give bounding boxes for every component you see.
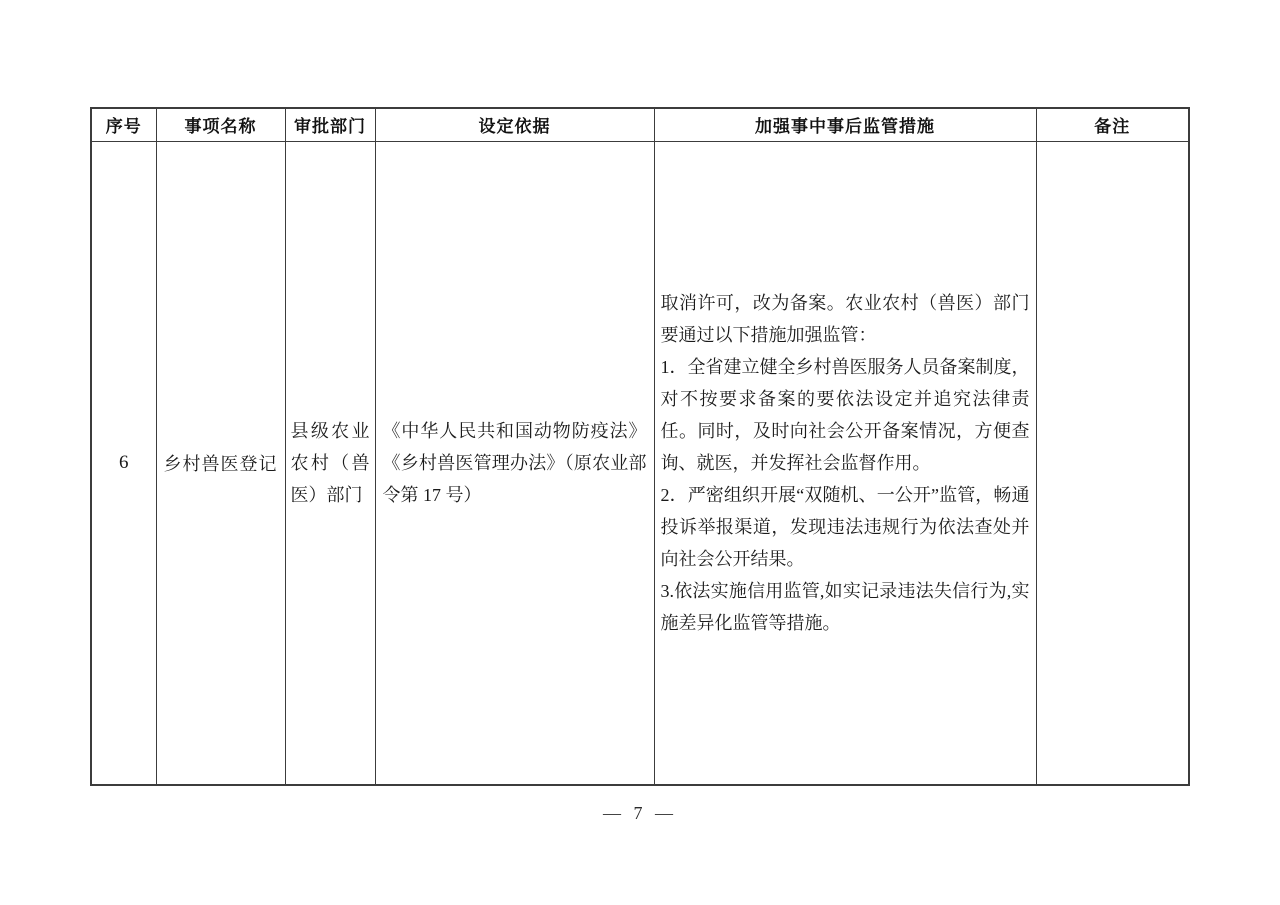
cell-approval-department: 县级农业农村（兽医）部门 [285, 141, 375, 785]
col-header-remark: 备注 [1036, 108, 1189, 141]
col-header-basis: 设定依据 [375, 108, 654, 141]
col-header-number: 序号 [91, 108, 156, 141]
approval-items-table [90, 107, 1190, 786]
cell-number: 6 [91, 141, 156, 785]
table-header-row [91, 108, 1189, 141]
cell-supervision-measures [654, 141, 1036, 785]
page-number: — 7 — [603, 803, 677, 823]
cell-remark [1036, 141, 1189, 785]
col-header-department: 审批部门 [285, 108, 375, 141]
measure-paragraph-intro: 取消许可，改为备案。农业农村（兽医）部门要通过以下措施加强监管： [660, 292, 1030, 345]
table-row [91, 141, 1189, 785]
measure-paragraph-1: 1．全省建立健全乡村兽医服务人员备案制度，对不按要求备案的要依法设定并追究法律责任。同时，及时向社会公开备案情况，方便查询、就医，并发挥社会监督作用。 [660, 356, 1030, 473]
col-header-item-name: 事项名称 [156, 108, 285, 141]
col-header-measures: 加强事中事后监管措施 [654, 108, 1036, 141]
measure-paragraph-3: 3.依法实施信用监管,如实记录违法失信行为,实施差异化监管等措施。 [660, 580, 1030, 633]
cell-setting-basis: 《中华人民共和国动物防疫法》《乡村兽医管理办法》（原农业部令第 17 号） [375, 141, 654, 785]
measure-paragraph-2: 2．严密组织开展“双随机、一公开”监管，畅通投诉举报渠道，发现违法违规行为依法查处并向社会公开结果。 [660, 484, 1030, 569]
cell-item-name: 乡村兽医登记 [156, 141, 285, 785]
